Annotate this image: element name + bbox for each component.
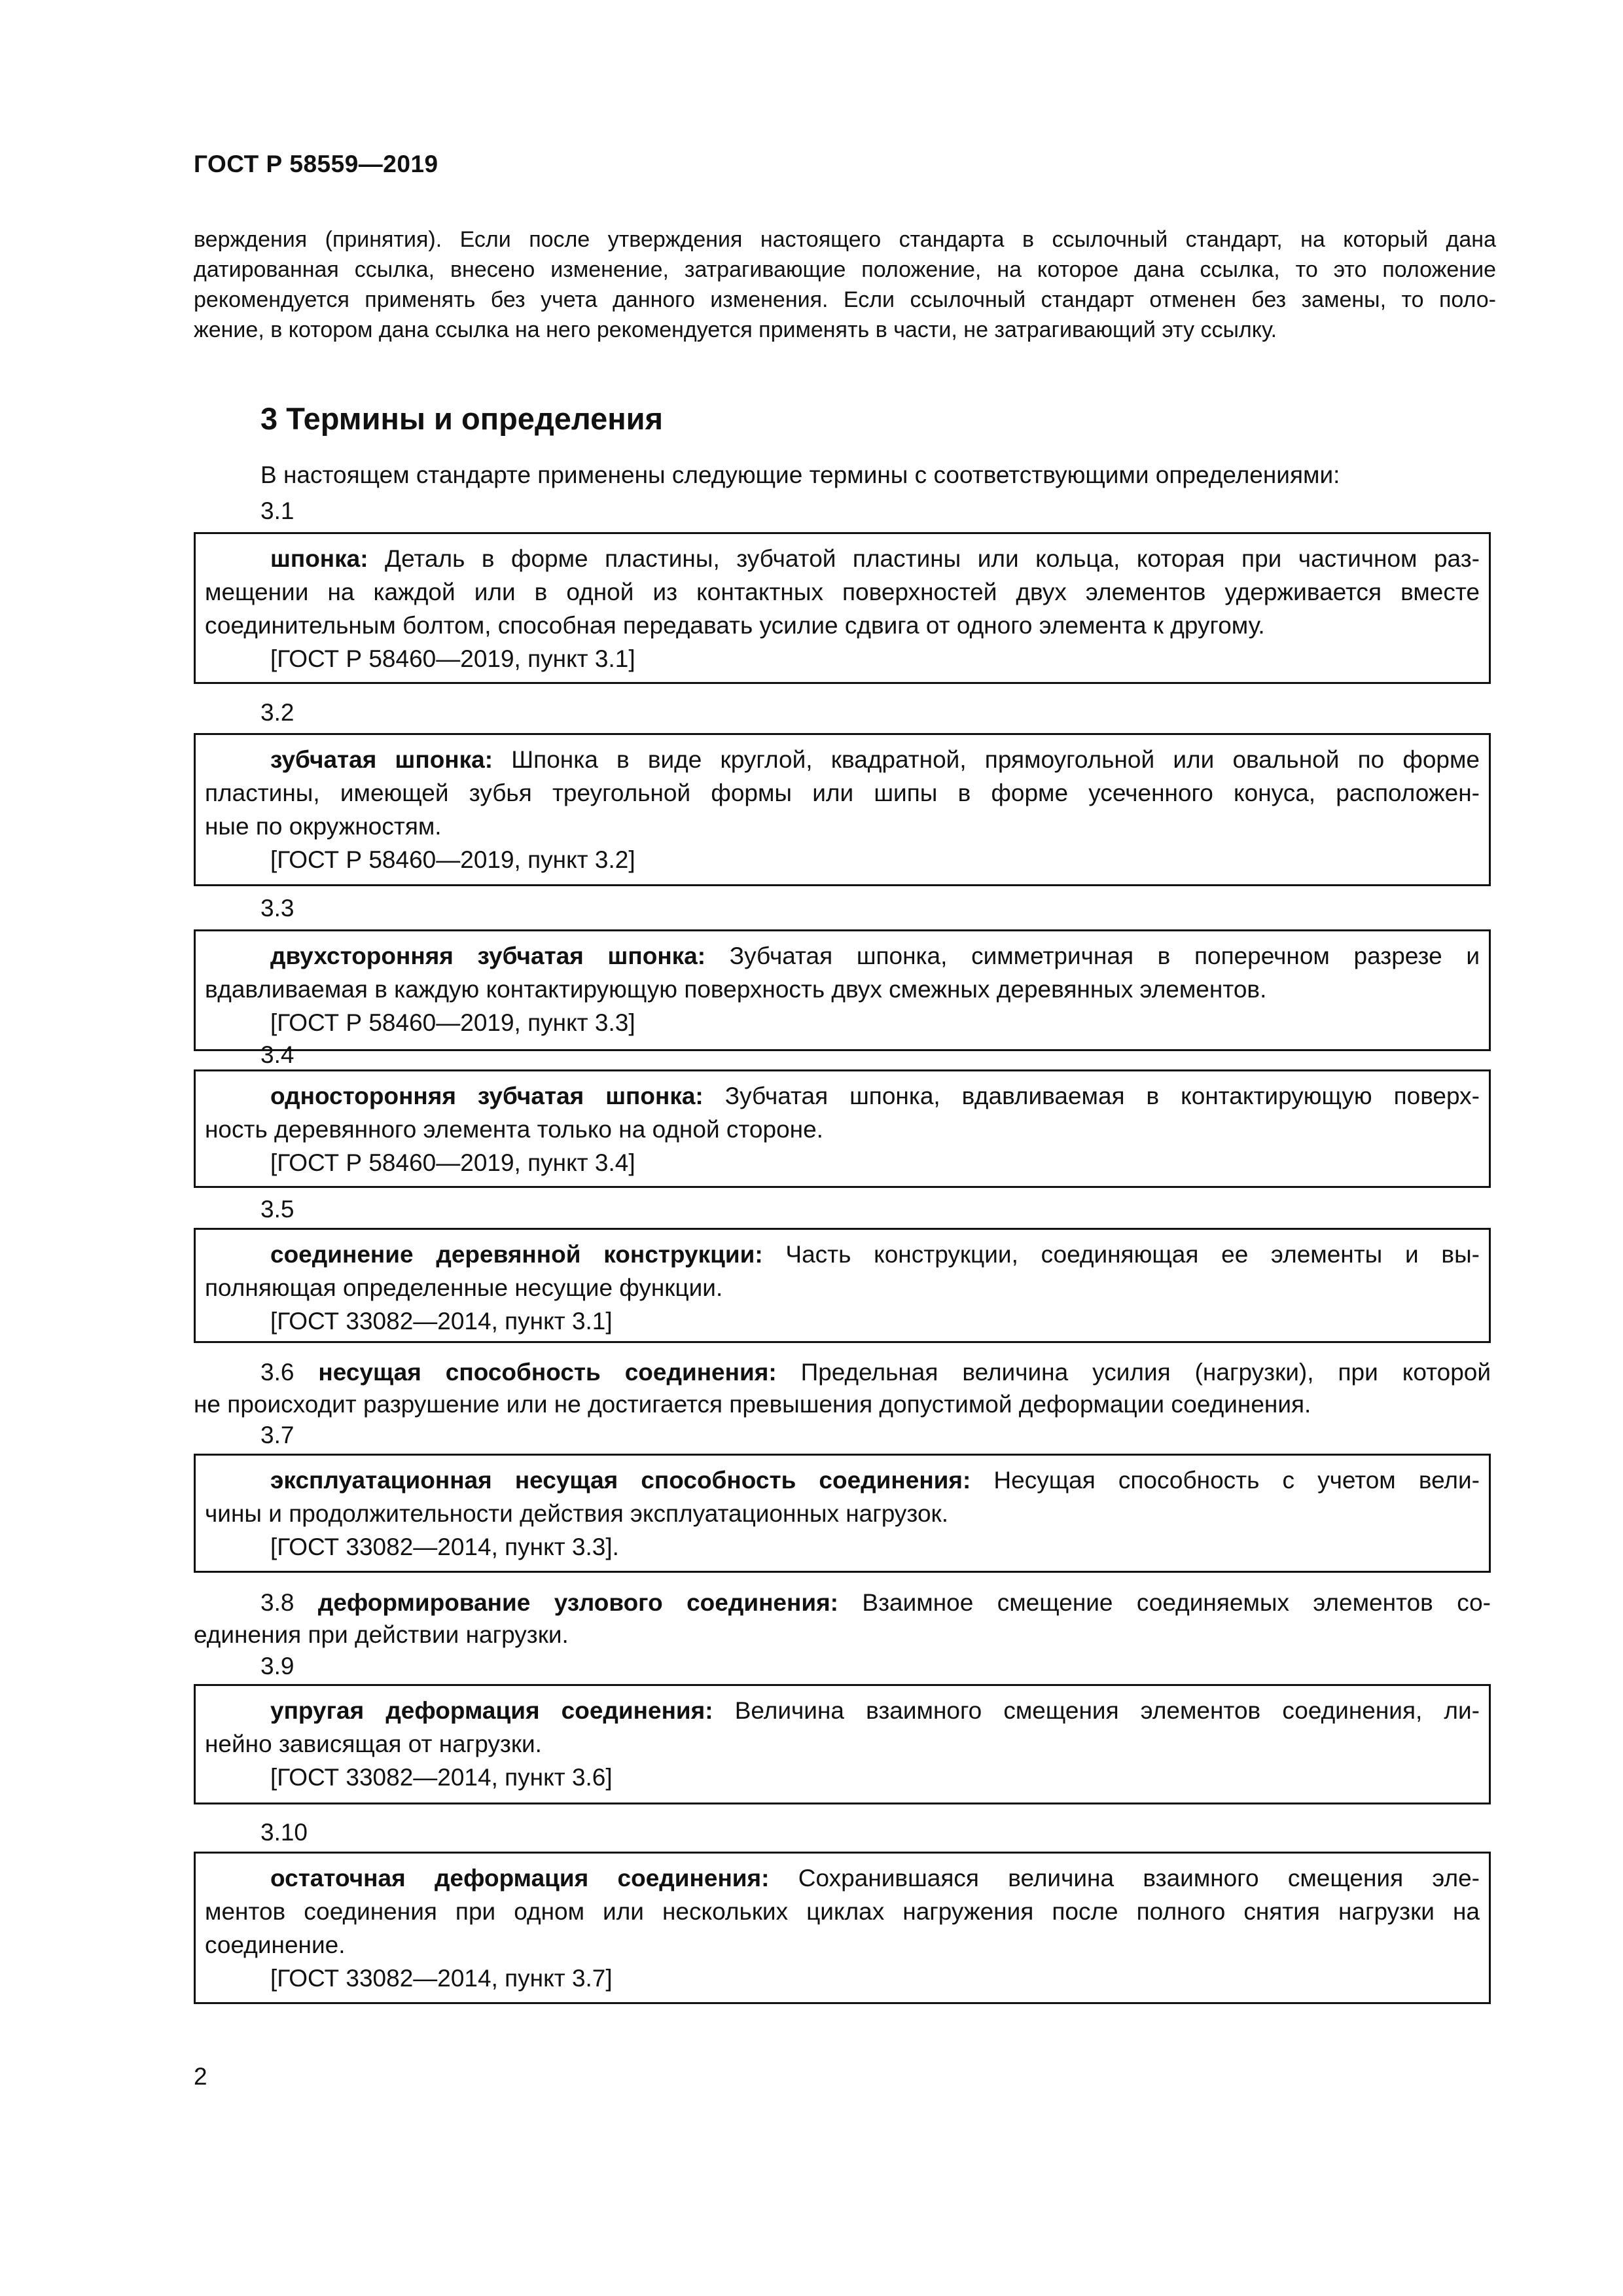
definition-line: шпонка: Деталь в форме пластины, зубчатой пластины или кольца, которая при частичном раз- (270, 545, 1480, 572)
term-source: [ГОСТ 33082—2014, пункт 3.7] (270, 1965, 613, 1992)
term-box (194, 929, 1491, 1051)
definition-line: зубчатая шпонка: Шпонка в виде круглой, квадратной, прямоугольной или овальной по форме (270, 746, 1480, 773)
definition-line: односторонняя зубчатая шпонка: Зубчатая шпонка, вдавливаемая в контактирующую поверх- (270, 1083, 1480, 1109)
term-number: 3.3 (260, 895, 294, 922)
intro-line: жение, в котором дана ссылка на него рекомендуется применять в части, не затрагивающий эту ссылку. (194, 317, 1277, 342)
intro-line: верждения (принятия). Если после утверждения настоящего стандарта в ссылочный стандарт, на который дана (194, 227, 1496, 252)
term-box (194, 1684, 1491, 1804)
term-name: шпонка: (270, 545, 368, 572)
section-intro: В настоящем стандарте применены следующие термины с соответствующими определениями: (260, 461, 1340, 488)
definition-line: мещении на каждой или в одной из контактных поверхностей двух элементов удерживается вместе (205, 579, 1480, 605)
definition-line: 3.6 несущая способность соединения: Предельная величина усилия (нагрузки), при которой (260, 1359, 1491, 1386)
term-box (194, 1228, 1491, 1343)
definition-line: двухсторонняя зубчатая шпонка: Зубчатая шпонка, симметричная в поперечном разрезе и (270, 942, 1480, 969)
term-name: остаточная деформация соединения: (270, 1865, 770, 1892)
term-number: 3.7 (260, 1422, 294, 1448)
definition-line: единения при действии нагрузки. (194, 1621, 569, 1648)
term-number: 3.10 (260, 1819, 308, 1846)
term-source: [ГОСТ Р 58460—2019, пункт 3.1] (270, 645, 635, 672)
term-source: [ГОСТ Р 58460—2019, пункт 3.4] (270, 1149, 635, 1176)
definition-line: не происходит разрушение или не достигается превышения допустимой деформации соединения. (194, 1391, 1311, 1418)
term-number: 3.1 (260, 497, 294, 524)
term-name: несущая способность соединения: (318, 1359, 777, 1386)
definition-line: полняющая определенные несущие функции. (205, 1274, 723, 1301)
section-title: 3 Термины и определения (260, 401, 663, 436)
term-source: [ГОСТ Р 58460—2019, пункт 3.3] (270, 1009, 635, 1036)
definition-line: 3.8 деформирование узлового соединения: Взаимное смещение соединяемых элементов со- (260, 1589, 1491, 1616)
definition-line: соединительным болтом, способная передавать усилие сдвига от одного элемента к другому. (205, 612, 1265, 639)
definition-line: ные по окружностям. (205, 813, 442, 840)
definition-line: остаточная деформация соединения: Сохранившаяся величина взаимного смещения эле- (270, 1865, 1480, 1892)
term-paragraph (194, 1356, 1491, 1420)
definition-line: соединение деревянной конструкции: Часть конструкции, соединяющая ее элементы и вы- (270, 1241, 1480, 1268)
term-number: 3.9 (260, 1653, 294, 1679)
term-name: деформирование узлового соединения: (317, 1589, 839, 1616)
term-name: односторонняя зубчатая шпонка: (270, 1083, 704, 1109)
intro-paragraph (194, 224, 1496, 345)
term-source: [ГОСТ 33082—2014, пункт 3.6] (270, 1764, 613, 1791)
term-number: 3.5 (260, 1196, 294, 1223)
term-name: двухсторонняя зубчатая шпонка: (270, 942, 706, 969)
term-number: 3.2 (260, 699, 294, 726)
term-source: [ГОСТ Р 58460—2019, пункт 3.2] (270, 846, 635, 873)
intro-line: датированная ссылка, внесено изменение, затрагивающие положение, на которое дана ссылка, то это положение (194, 257, 1496, 282)
term-box (194, 532, 1491, 684)
term-box (194, 733, 1491, 886)
definition-line: ментов соединения при одном или нескольких циклах нагружения после полного снятия нагрузки на (205, 1898, 1480, 1925)
term-number: 3.6 (260, 1359, 294, 1386)
page-number: 2 (194, 2063, 207, 2090)
term-box (194, 1454, 1491, 1573)
definition-line: нейно зависящая от нагрузки. (205, 1731, 542, 1757)
term-number: 3.4 (260, 1041, 294, 1068)
definition-line: эксплуатационная несущая способность соединения: Несущая способность с учетом вели- (270, 1467, 1480, 1494)
document-header: ГОСТ Р 58559—2019 (194, 151, 438, 177)
definition-line: упругая деформация соединения: Величина взаимного смещения элементов соединения, ли- (270, 1697, 1480, 1724)
term-name: эксплуатационная несущая способность соединения: (270, 1467, 971, 1494)
term-name: соединение деревянной конструкции: (270, 1241, 763, 1268)
definition-line: чины и продолжительности действия эксплуатационных нагрузок. (205, 1500, 949, 1527)
term-source: [ГОСТ 33082—2014, пункт 3.3]. (270, 1534, 619, 1560)
term-number: 3.8 (260, 1589, 294, 1616)
term-box (194, 1069, 1491, 1188)
intro-line: рекомендуется применять без учета данного изменения. Если ссылочный стандарт отменен без замены, то поло- (194, 287, 1496, 312)
term-box (194, 1852, 1491, 2004)
definition-line: пластины, имеющей зубья треугольной формы или шипы в форме усеченного конуса, расположен- (205, 780, 1480, 806)
term-name: зубчатая шпонка: (270, 746, 493, 773)
term-name: упругая деформация соединения: (270, 1697, 713, 1724)
definition-line: вдавливаемая в каждую контактирующую поверхность двух смежных деревянных элементов. (205, 976, 1267, 1003)
term-source: [ГОСТ 33082—2014, пункт 3.1] (270, 1308, 613, 1335)
term-paragraph (194, 1587, 1491, 1651)
definition-line: соединение. (205, 1931, 346, 1958)
definition-line: ность деревянного элемента только на одной стороне. (205, 1116, 823, 1143)
